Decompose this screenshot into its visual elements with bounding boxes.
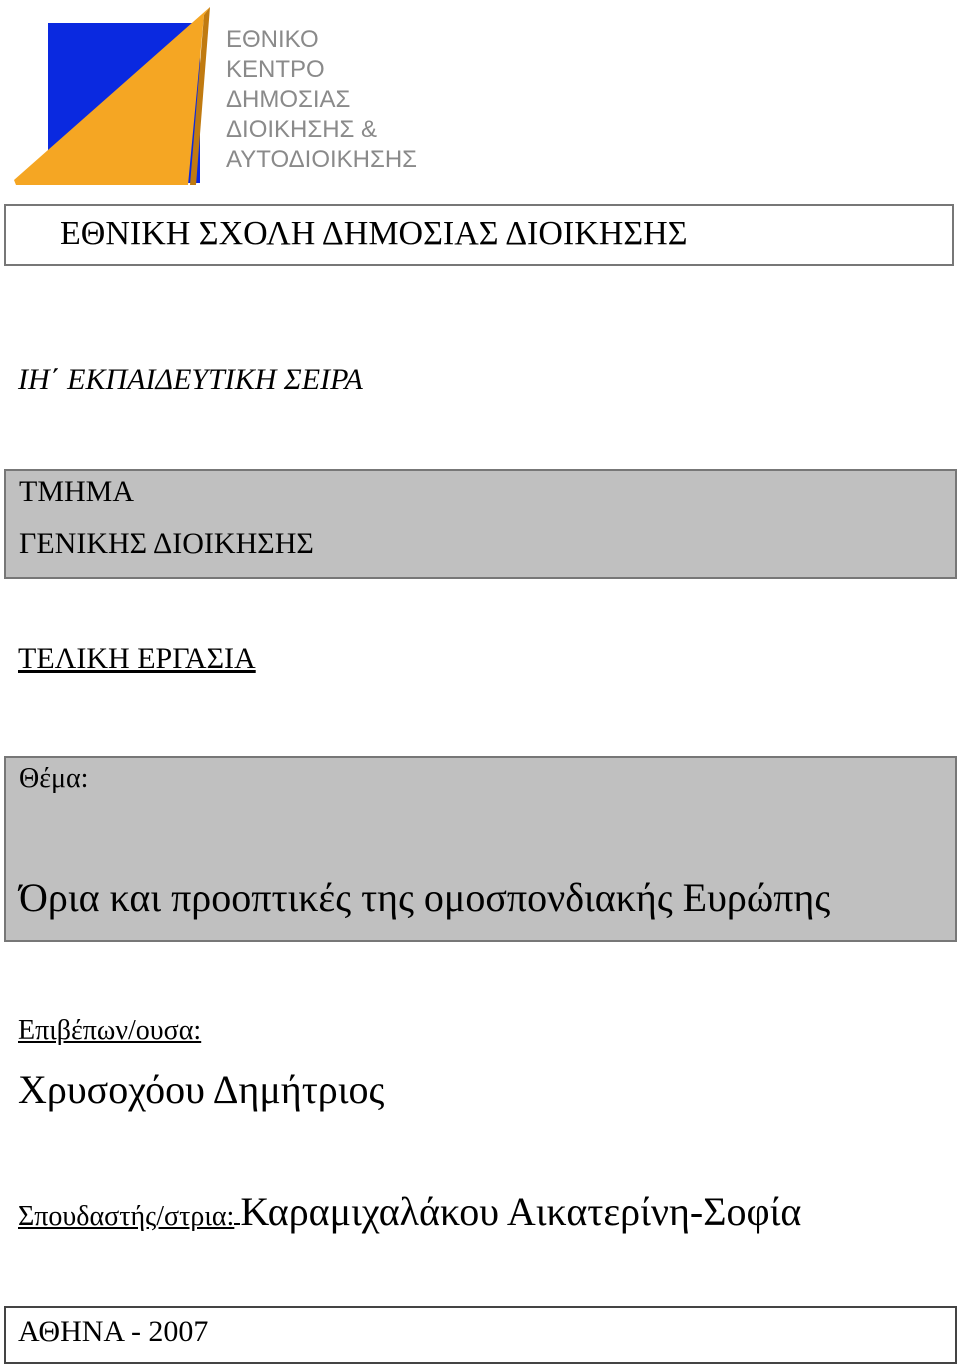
logo-mark-icon	[10, 5, 220, 195]
logo-line: ΕΘΝΙΚΟ	[226, 26, 319, 53]
institution-logo	[10, 5, 440, 195]
subject-title: Όρια και προοπτικές της ομοσπονδιακής Ευρώπης	[19, 875, 831, 920]
subject-label: Θέμα:	[19, 763, 89, 794]
logo-line: ΔΙΟΙΚΗΣΗΣ &	[226, 116, 378, 143]
supervisor-name: Χρυσοχόου Δημήτριος	[18, 1067, 385, 1112]
student-label: Σπουδαστής/στρια:	[18, 1201, 235, 1232]
footer-place-year: ΑΘΗΝΑ - 2007	[18, 1315, 209, 1348]
school-title: ΕΘΝΙΚΗ ΣΧΟΛΗ ΔΗΜΟΣΙΑΣ ΔΙΟΙΚΗΣΗΣ	[60, 215, 688, 252]
footer-box	[4, 1306, 957, 1364]
school-title-box	[4, 204, 954, 266]
subject-box	[4, 756, 957, 942]
final-work-heading: ΤΕΛΙΚΗ ΕΡΓΑΣΙΑ	[18, 642, 256, 675]
student-name: Καραμιχαλάκου Αικατερίνη-Σοφία	[240, 1189, 802, 1234]
training-series: ΙΗ΄ ΕΚΠΑΙΔΕΥΤΙΚΗ ΣΕΙΡΑ	[18, 363, 363, 396]
supervisor-label: Επιβέπων/ουσα:	[18, 1015, 202, 1046]
department-box	[4, 469, 957, 579]
department-label: ΤΜΗΜΑ	[19, 475, 135, 508]
department-name: ΓΕΝΙΚΗΣ ΔΙΟΙΚΗΣΗΣ	[19, 527, 314, 560]
logo-line: ΑΥΤΟΔΙΟΙΚΗΣΗΣ	[226, 146, 418, 173]
logo-text	[226, 25, 417, 175]
student-row	[18, 1188, 801, 1235]
logo-line: ΔΗΜΟΣΙΑΣ	[226, 86, 351, 113]
logo-line: ΚΕΝΤΡΟ	[226, 56, 325, 83]
